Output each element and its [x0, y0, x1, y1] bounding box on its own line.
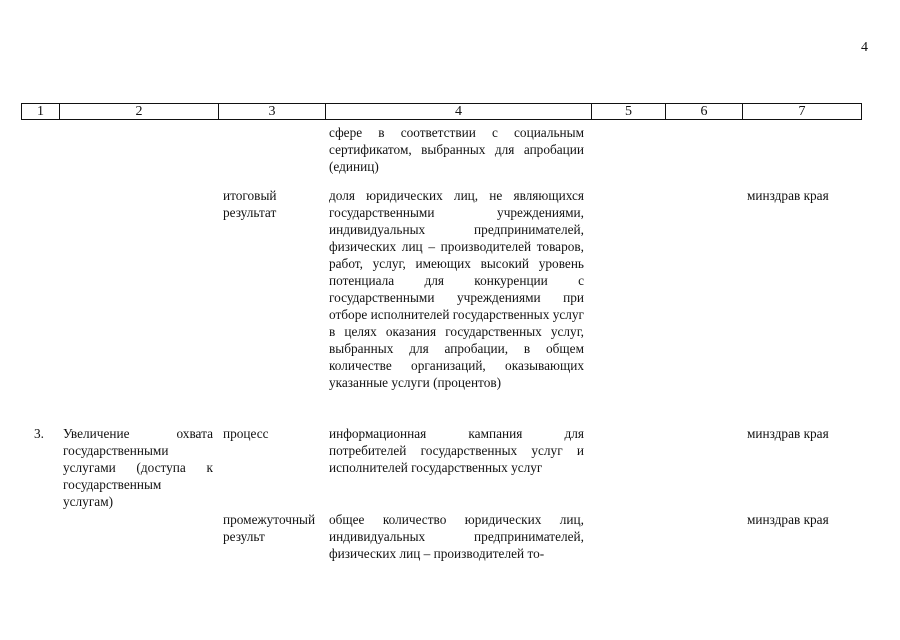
- row-3-indicator: информационная кампания для потребителей государственных услуг и исполнителей государственных услуг: [329, 426, 584, 475]
- row-intermediate-type: промежуточный результ: [223, 512, 316, 544]
- row-intermediate-indicator: общее количество юридических лиц, индивидуальных предпринимателей, физических лиц – производителей то-: [329, 512, 584, 561]
- page-number: 4: [861, 40, 868, 55]
- header-cell-7: 7: [798, 104, 806, 119]
- header-cell-5: 5: [592, 104, 666, 119]
- row-final-result-type: итоговый результат: [223, 188, 277, 220]
- row-intermediate-responsible: минздрав края: [747, 512, 829, 527]
- header-cell-6: 6: [666, 104, 743, 119]
- row-3-name: Увеличение охвата государственными услугами (доступа к государственным услугам): [63, 426, 213, 509]
- row-final-result-indicator: доля юридических лиц, не являющихся государственными учреждениями, индивидуальных предпринимателей, физических лиц – производителей товаров, работ, услуг, имеющих высокий уровень потенциала для конкуренции с государственными учреждениями при отборе исполнителей государственных услуг в целях оказания государственных услуг, выбранных для апробации, в общем количестве организаций, оказывающих указанные услуги (процентов): [329, 188, 584, 390]
- continuation-indicator-text: сфере в соответствии с социальным сертификатом, выбранных для апробации (единиц): [329, 125, 584, 174]
- row-3-responsible: минздрав края: [747, 426, 829, 441]
- header-cell-3: 3: [219, 104, 326, 119]
- table-header-row: [21, 103, 862, 120]
- header-cell-1: 1: [22, 104, 60, 119]
- row-3-type: процесс: [223, 426, 269, 441]
- header-cell-4: 4: [326, 104, 592, 119]
- row-3-number: 3.: [34, 426, 44, 441]
- header-cell-2: 2: [60, 104, 219, 119]
- row-final-result-responsible: минздрав края: [747, 188, 829, 203]
